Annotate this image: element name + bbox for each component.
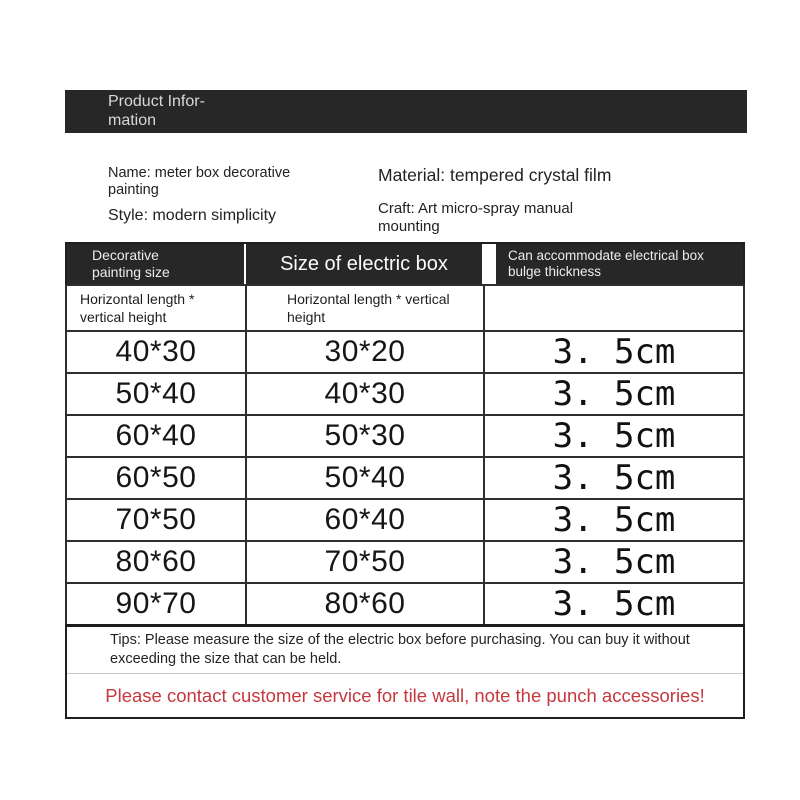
table-subheader-row <box>66 285 744 331</box>
notice-text: Please contact customer service for tile wall, note the punch accessories! <box>105 684 705 706</box>
painting-size-value: 40*30 <box>66 331 246 373</box>
banner-title-line1: Product Infor- <box>108 92 205 110</box>
subheader-empty <box>484 285 744 331</box>
product-style-text: Style: modern simplicity <box>108 207 277 224</box>
box-size-value: 50*30 <box>246 415 484 457</box>
thickness-value: 3. 5cm <box>484 541 744 583</box>
painting-size-value: 80*60 <box>66 541 246 583</box>
product-craft-text: Craft: Art micro-spray manual mounting <box>378 200 574 235</box>
header-decorative-painting-size: Decorative painting size <box>67 244 244 284</box>
table-row <box>66 373 744 415</box>
painting-size-value: 90*70 <box>66 583 246 626</box>
box-size-value: 50*40 <box>246 457 484 499</box>
product-name-text: Name: meter box decorative painting <box>108 165 291 199</box>
painting-size-value: 70*50 <box>66 499 246 541</box>
thickness-value: 3. 5cm <box>484 583 744 626</box>
thickness-value: 3. 5cm <box>484 373 744 415</box>
subheader-painting-dimensions: Horizontal length * vertical height <box>66 285 246 331</box>
painting-size-value: 50*40 <box>66 373 246 415</box>
thickness-value: 3. 5cm <box>484 499 744 541</box>
table-row <box>66 583 744 626</box>
painting-size-value: 60*50 <box>66 457 246 499</box>
thickness-value: 3. 5cm <box>484 331 744 373</box>
table-row <box>66 499 744 541</box>
table-row <box>66 415 744 457</box>
notice-row <box>66 674 744 718</box>
subheader-box-dimensions: Horizontal length * vertical height <box>246 285 484 331</box>
thickness-value: 3. 5cm <box>484 415 744 457</box>
table-row <box>66 457 744 499</box>
box-size-value: 60*40 <box>246 499 484 541</box>
tips-text: Tips: Please measure the size of the electric box before purchasing. You can buy it without exceeding the size that can be held. <box>66 626 744 674</box>
box-size-value: 40*30 <box>246 373 484 415</box>
banner-title-line2: mation <box>108 111 157 129</box>
size-spec-table <box>65 242 745 719</box>
box-size-value: 80*60 <box>246 583 484 626</box>
tips-row <box>66 626 744 674</box>
painting-size-value: 60*40 <box>66 415 246 457</box>
table-row <box>66 331 744 373</box>
header-bulge-thickness: Can accommodate electrical box bulge thickness <box>496 244 743 284</box>
box-size-value: 70*50 <box>246 541 484 583</box>
header-size-of-electric-box: Size of electric box <box>246 244 482 284</box>
table-header-row <box>66 243 744 285</box>
table-row <box>66 541 744 583</box>
product-material-text: Material: tempered crystal film <box>378 165 612 185</box>
thickness-value: 3. 5cm <box>484 457 744 499</box>
product-information-banner <box>65 90 747 133</box>
box-size-value: 30*20 <box>246 331 484 373</box>
